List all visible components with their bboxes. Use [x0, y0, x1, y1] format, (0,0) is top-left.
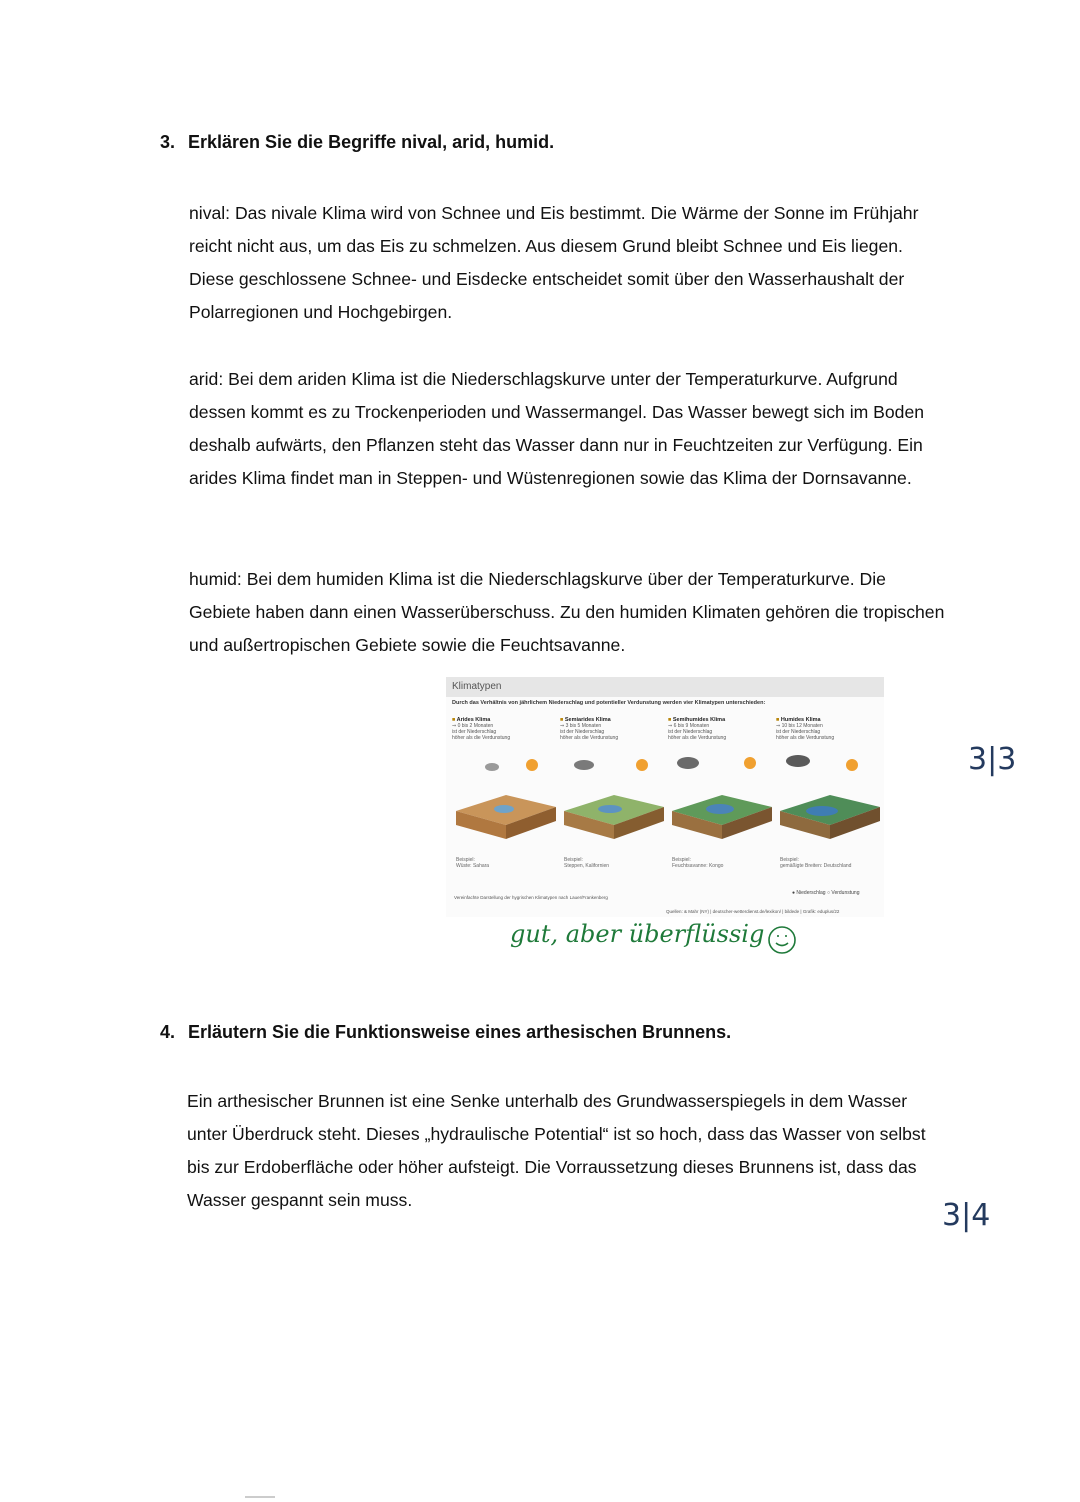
panel-title: ■ Semiarides Klima [560, 717, 664, 723]
panel-title: ■ Semihumides Klima [668, 717, 772, 723]
paragraph-arid: arid: Bei dem ariden Klima ist die Niederschlagskurve unter der Temperaturkurve. Aufgrund dessen kommt es zu Trockenperioden und Wassermangel. Das Wasser bewegt sich im Boden deshalb aufwärts, den Pflanzen steht das Wasser dann nur in Feuchtzeiten zur Verfügung. Ein arides Klima findet man in Steppen- und Wüstenregionen sowie das Klima der Dornsavanne. [189, 369, 925, 488]
block-diagram-arid [452, 743, 556, 843]
paragraph-artesian-well: Ein arthesischer Brunnen ist eine Senke unterhalb des Grundwasserspiegels in dem Wasser unter Überdruck steht. Dieses „hydraulische Potential“ ist so hoch, dass das Wasser von selbst bis zur Erdoberfläche oder höher aufsteigt. Die Vorraussetzung dieses Brunnens ist, dass das Wasser gespannt sein muss. [187, 1091, 926, 1210]
figure-footnote: Vereinfachte Darstellung der hygrischen Klimatypen nach Lauer/Frankenberg [454, 895, 608, 900]
panel-text: höher als die Verdunstung [452, 735, 511, 741]
sun-icon [846, 759, 858, 771]
cloud-icon [677, 757, 699, 769]
panel-text: ist der Niederschlag [668, 729, 713, 735]
scan-mark [245, 1496, 275, 1498]
block-diagram-semiarid [560, 743, 664, 843]
question-4-heading [160, 1022, 731, 1043]
smiley-icon [766, 924, 798, 956]
question-title: Erläutern Sie die Funktionsweise eines arthesischen Brunnens. [188, 1022, 732, 1042]
panel-months: ⇒ 0 bis 2 Monaten [452, 723, 494, 729]
block-diagram-humid [776, 743, 880, 843]
panel-months: ⇒ 6 bis 9 Monaten [668, 723, 710, 729]
panel-text: ist der Niederschlag [560, 729, 605, 735]
sun-icon [744, 757, 756, 769]
panel-humid [776, 717, 880, 867]
figure-legend: ● Niederschlag ○ Verdunstung [792, 890, 860, 896]
teacher-annotation: gut, aber überflüssig [510, 920, 765, 948]
figure-panels [452, 717, 878, 867]
paragraph-humid: humid: Bei dem humiden Klima ist die Niederschlagskurve über der Temperaturkurve. Die Gebiete haben dann einen Wasserüberschuss. Zu den humiden Klimaten gehören die tropischen und außertropischen Gebiete sowie die Feuchtsavanne. [189, 569, 945, 655]
panel-months: ⇒ 3 bis 5 Monaten [560, 723, 602, 729]
figure-source: Quellen: & Mahr (NY) | deutscher-wetterdienst.de/lexikon/ | bildede | Grafik: eduplus/22 [666, 909, 840, 914]
cloud-icon [786, 755, 810, 767]
question-3-heading [160, 132, 554, 153]
cloud-icon [574, 760, 594, 770]
question-title: Erklären Sie die Begriffe nival, arid, humid. [188, 132, 555, 152]
sun-icon [526, 759, 538, 771]
panel-months: ⇒ 10 bis 12 Monaten [776, 723, 823, 729]
figure-title: Klimatypen [446, 677, 884, 697]
panel-text: ist der Niederschlag [776, 729, 821, 735]
question-number: 4. [160, 1022, 176, 1042]
panel-title: ■ Arides Klima [452, 717, 556, 723]
question-number: 3. [160, 132, 176, 152]
block-diagram-semihumid [668, 743, 772, 843]
cloud-icon [485, 763, 499, 771]
sun-icon [636, 759, 648, 771]
panel-example: Beispiel: Wüste: Sahara [456, 857, 490, 869]
panel-example: Beispiel: Steppen, Kalifornien [564, 857, 610, 869]
panel-text: höher als die Verdunstung [776, 735, 835, 741]
panel-arid [452, 717, 556, 867]
grade-q3: 3|3 [968, 742, 1017, 777]
panel-title: ■ Humides Klima [776, 717, 880, 723]
panel-text: ist der Niederschlag [452, 729, 497, 735]
panel-text: höher als die Verdunstung [560, 735, 619, 741]
panel-semiarid [560, 717, 664, 867]
panel-text: höher als die Verdunstung [668, 735, 727, 741]
panel-example: Beispiel: Feuchtsavanne: Kongo [672, 857, 724, 869]
figure-subtitle: Durch das Verhältnis von jährlichem Niederschlag und potentieller Verdunstung werden vier Klimatypen unterschieden: [452, 700, 766, 706]
paragraph-nival: nival: Das nivale Klima wird von Schnee und Eis bestimmt. Die Wärme der Sonne im Frühjahr reicht nicht aus, um das Eis zu schmelzen. Aus diesem Grund bleibt Schnee und Eis liegen. Diese geschlossene Schnee- und Eisdecke entscheidet somit über den Wasserhaushalt der Polarregionen und Hochgebirgen. [189, 203, 919, 322]
grade-q4: 3|4 [942, 1198, 991, 1233]
panel-example: Beispiel: gemäßigte Breiten: Deutschland [780, 857, 852, 869]
panel-semihumid [668, 717, 772, 867]
climate-types-figure [446, 677, 884, 917]
